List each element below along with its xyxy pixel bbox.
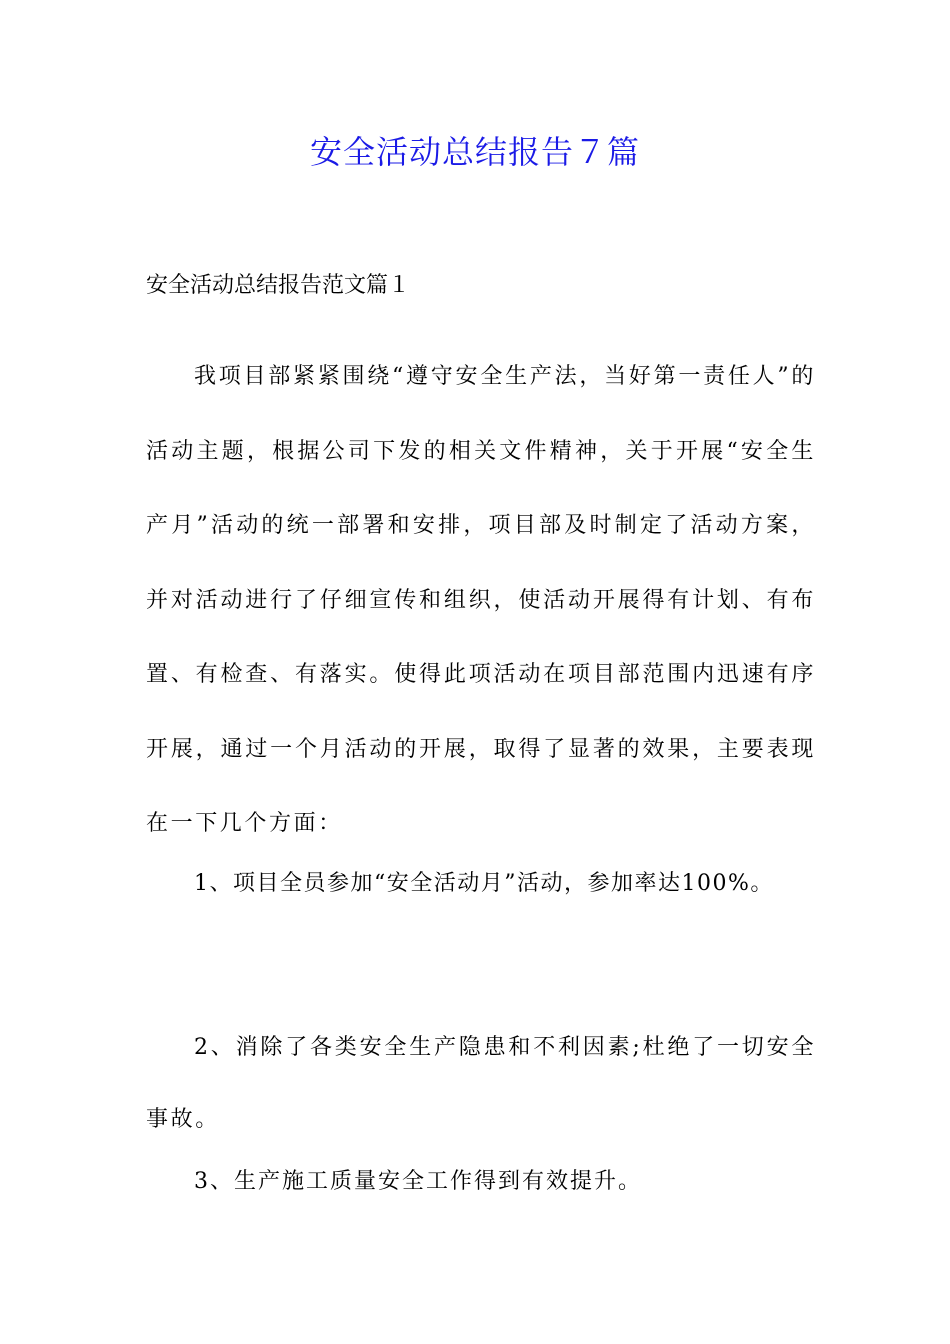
- list-item: 2、消除了各类安全生产隐患和不利因素;杜绝了一切安全事故。: [146, 1035, 816, 1132]
- list-item: 3、生产施工质量安全工作得到有效提升。: [194, 1169, 642, 1194]
- list-item: 1、项目全员参加“安全活动月”活动，参加率达100%。: [194, 871, 774, 896]
- intro-paragraph: 我项目部紧紧围绕“遵守安全生产法，当好第一责任人”的活动主题，根据公司下发的相关文件精神，关于开展“安全生产月”活动的统一部署和安排，项目部及时制定了活动方案，并对活动进行了仔细宣传和组织，使活动开展得有计划、有布置、有检查、有落实。使得此项活动在项目部范围内迅速有序开展，通过一个月活动的开展，取得了显著的效果，主要表现在一下几个方面：: [146, 364, 816, 836]
- document-title: 安全活动总结报告７篇: [309, 133, 640, 171]
- section-heading: 安全活动总结报告范文篇１: [146, 273, 411, 298]
